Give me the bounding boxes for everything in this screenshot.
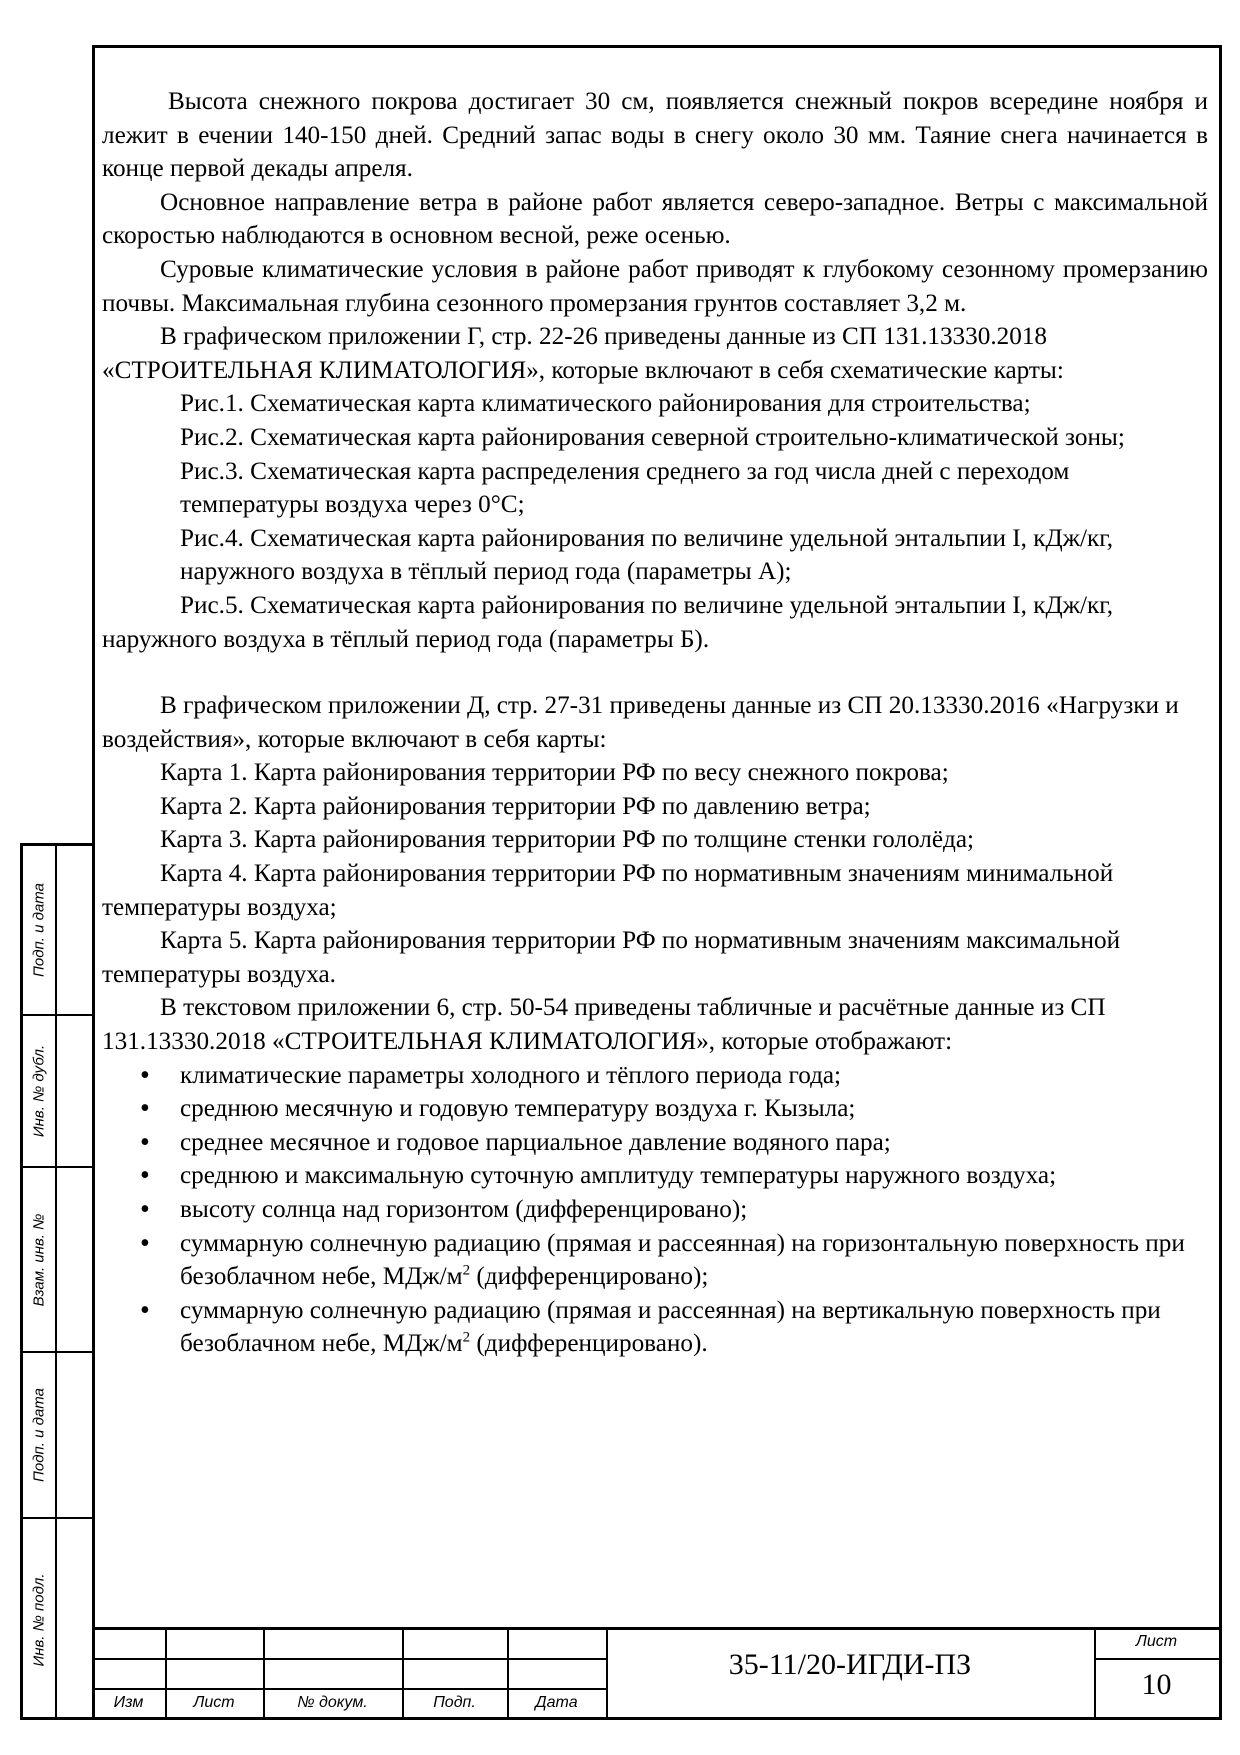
side-cell	[23, 846, 55, 1016]
column-label-data: Дата	[535, 1694, 578, 1711]
climate-parameter-list	[102, 1059, 1208, 1361]
sheet-number: 10	[1141, 1668, 1172, 1701]
list-item	[102, 1294, 1208, 1361]
map-item-4: Карта 4. Карта районирования территории РФ по нормативным значениям минимальной температуры воздуха;	[102, 860, 1114, 921]
sheet-label: Лист	[1135, 1633, 1178, 1650]
list-item: • высоту солнца над горизонтом (дифференцировано);	[102, 1193, 1208, 1227]
side-label: Подп. и дата	[30, 883, 48, 977]
title-block	[92, 1627, 1222, 1720]
list-item-text: суммарную солнечную радиацию (прямая и рассеянная) на вертикальную поверхность при безоблачном небе, МДж/м	[180, 1296, 1161, 1358]
document-code: 35-11/20-ИГДИ-ПЗ	[728, 1648, 972, 1681]
list-item-text: суммарную солнечную радиацию (прямая и рассеянная) на горизонтальную поверхность при безоблачном небе, МДж/м	[180, 1229, 1185, 1291]
paragraph-appendix-d: В графическом приложении Д, стр. 27-31 приведены данные из СП 20.13330.2016 «Нагрузки и воздействия», которые включают в себя карты:	[102, 692, 1179, 753]
list-item: • среднюю месячную и годовую температуру воздуха г. Кызыла;	[102, 1092, 1208, 1126]
document-body	[102, 85, 1208, 1361]
figure-item-2: Рис.2. Схематическая карта районирования северной строительно-климатической зоны;	[180, 423, 1125, 451]
paragraph-snow: Высота снежного покрова достигает 30 см, появляется снежный покров всередине ноября и лежит в ечении 140-150 дней. Средний запас воды в снегу около 30 мм. Таяние снега начинается в конце первой декады апреля.	[102, 88, 1208, 183]
side-cell	[23, 1353, 55, 1519]
side-label: Взам. инв. №	[30, 1213, 48, 1306]
side-label: Инв. № подл.	[30, 1572, 48, 1667]
list-item: • среднюю и максимальную суточную амплитуду температуры наружного воздуха;	[102, 1159, 1208, 1193]
figure-item-3: Рис.3. Схематическая карта распределения среднего за год числа дней с переходом температуры воздуха через 0°С;	[180, 457, 1070, 519]
map-item-1: Карта 1. Карта районирования территории РФ по весу снежного покрова;	[160, 759, 949, 787]
map-item-2: Карта 2. Карта районирования территории РФ по давлению ветра;	[160, 792, 871, 820]
paragraph-appendix-g: В графическом приложении Г, стр. 22-26 приведены данные из СП 131.13330.2018 «СТРОИТЕЛЬНАЯ КЛИМАТОЛОГИЯ», которые включают в себя схематические карты:	[102, 323, 1064, 384]
superscript: 2	[462, 1262, 471, 1279]
paragraph-wind: Основное направление ветра в районе работ является северо-западное. Ветры с максимальной скоростью наблюдаются в основном весной, реже осенью.	[102, 188, 1208, 250]
paragraph-appendix-6: В текстовом приложении 6, стр. 50-54 приведены табличные и расчётные данные из СП 131.13330.2018 «СТРОИТЕЛЬНАЯ КЛИМАТОЛОГИЯ», которые отображают:	[102, 994, 1106, 1056]
column-label-podp: Подп.	[433, 1694, 476, 1711]
figure-item-5: Рис.5. Схематическая карта районирования по величине удельной энтальпии I, кДж/кг, наружного воздуха в тёплый период года (параметры Б).	[102, 591, 1114, 653]
side-label: Подп. и дата	[30, 1388, 48, 1482]
map-item-5: Карта 5. Карта районирования территории РФ по нормативным значениям максимальной температуры воздуха.	[102, 927, 1121, 988]
side-label: Инв. № дубл.	[30, 1044, 48, 1138]
side-cell	[23, 1168, 55, 1353]
list-item-text: (дифференцировано).	[470, 1330, 708, 1358]
paragraph-frost: Суровые климатические условия в районе работ приводят к глубокому сезонному промерзанию почвы. Максимальная глубина сезонного промерзания грунтов составляет 3,2 м.	[102, 255, 1208, 317]
column-label-list: Лист	[193, 1694, 235, 1711]
list-item-text: (дифференцировано);	[470, 1263, 709, 1291]
column-label-dokum: № докум.	[297, 1694, 368, 1711]
figure-item-4: Рис.4. Схематическая карта районирования по величине удельной энтальпии I, кДж/кг, наружного воздуха в тёплый период года (параметры А);	[180, 524, 1114, 586]
side-stamp-strip	[20, 843, 92, 1720]
side-cell	[23, 1016, 55, 1168]
figure-item-1: Рис.1. Схематическая карта климатического районирования для строительства;	[180, 390, 1031, 418]
side-cell	[23, 1519, 55, 1720]
column-label-izm: Изм	[113, 1694, 144, 1711]
list-item	[102, 1227, 1208, 1294]
list-item: • климатические параметры холодного и тёплого периода года;	[102, 1059, 1208, 1093]
map-item-3: Карта 3. Карта районирования территории РФ по толщине стенки гололёда;	[160, 826, 975, 854]
superscript: 2	[462, 1329, 471, 1346]
list-item: • среднее месячное и годовое парциальное давление водяного пара;	[102, 1126, 1208, 1160]
